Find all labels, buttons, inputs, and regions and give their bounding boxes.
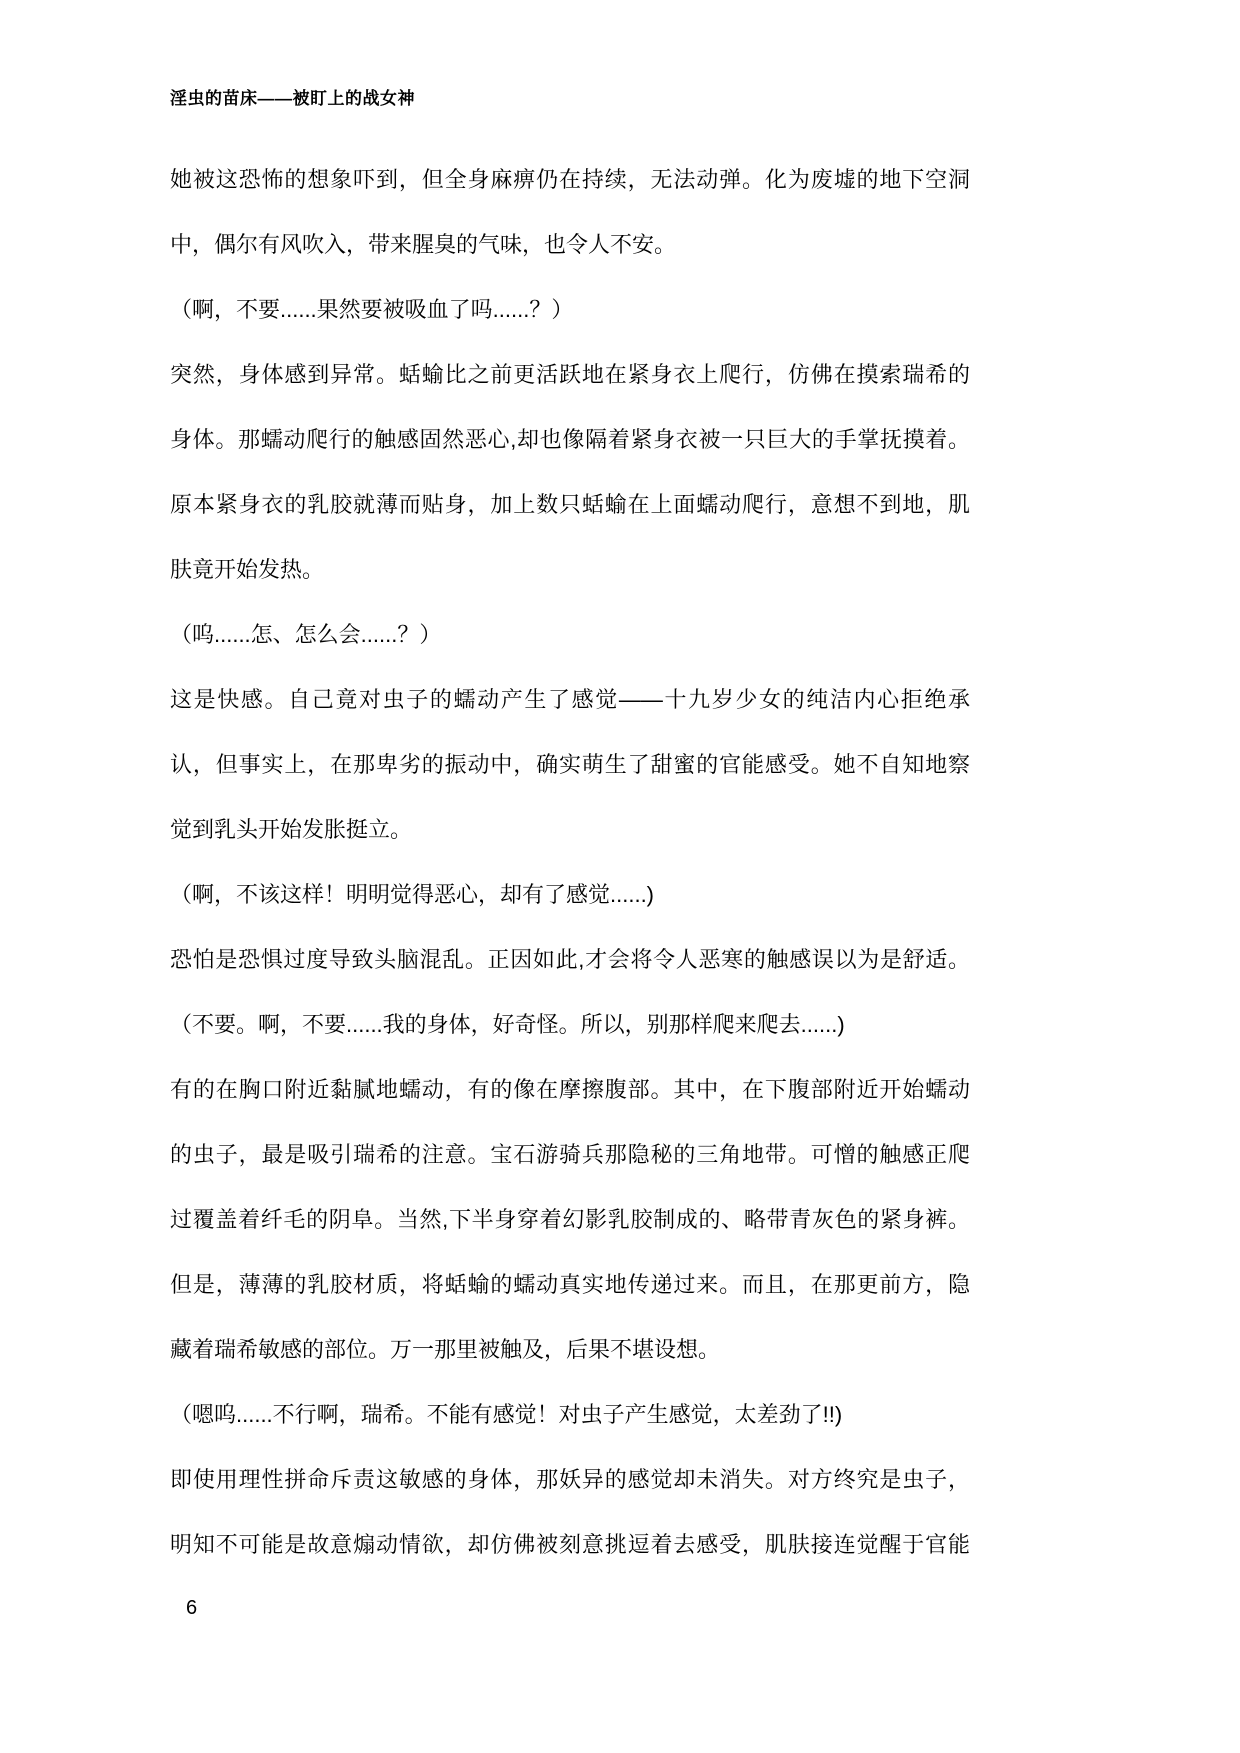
- text-line: 的虫子，最是吸引瑞希的注意。宝石游骑兵那隐秘的三角地带。可憎的触感正爬: [170, 1142, 970, 1167]
- text-line: （呜......怎、怎么会......？）: [170, 622, 442, 647]
- text-line: 有的在胸口附近黏腻地蠕动，有的像在摩擦腹部。其中，在下腹部附近开始蠕动: [170, 1077, 970, 1102]
- body-text: [170, 147, 970, 1577]
- text-line: 突然，身体感到异常。蛞蝓比之前更活跃地在紧身衣上爬行，仿佛在摸索瑞希的: [170, 362, 970, 387]
- text-line: 中，偶尔有风吹入，带来腥臭的气味，也令人不安。: [170, 232, 677, 257]
- page-number: 6: [186, 1597, 198, 1619]
- text-line: 觉到乳头开始发胀挺立。: [170, 817, 413, 842]
- text-line: （啊，不要......果然要被吸血了吗......？）: [170, 297, 574, 322]
- text-line: 肤竟开始发热。: [170, 557, 325, 582]
- text-line: 即使用理性拼命斥责这敏感的身体，那妖异的感觉却未消失。对方终究是虫子，: [170, 1467, 970, 1492]
- text-line: 过覆盖着纤毛的阴阜。当然,下半身穿着幻影乳胶制成的、略带青灰色的紧身裤。: [170, 1207, 970, 1232]
- text-line: （嗯呜......不行啊，瑞希。不能有感觉！对虫子产生感觉，太差劲了!!): [170, 1402, 843, 1427]
- document-header-title: 淫虫的苗床——被盯上的战女神: [170, 89, 415, 108]
- text-line: 这是快感。自己竟对虫子的蠕动产生了感觉——十九岁少女的纯洁内心拒绝承: [170, 687, 970, 712]
- text-line: 身体。那蠕动爬行的触感固然恶心,却也像隔着紧身衣被一只巨大的手掌抚摸着。: [170, 427, 970, 452]
- text-line: 藏着瑞希敏感的部位。万一那里被触及，后果不堪设想。: [170, 1337, 721, 1362]
- text-line: 明知不可能是故意煽动情欲，却仿佛被刻意挑逗着去感受，肌肤接连觉醒于官能: [170, 1532, 970, 1557]
- text-line: （啊，不该这样！明明觉得恶心，却有了感觉......): [170, 882, 655, 907]
- text-line: 恐怕是恐惧过度导致头脑混乱。正因如此,才会将令人恶寒的触感误以为是舒适。: [170, 947, 970, 972]
- text-line: 但是，薄薄的乳胶材质，将蛞蝓的蠕动真实地传递过来。而且，在那更前方，隐: [170, 1272, 970, 1297]
- text-line: （不要。啊，不要......我的身体，好奇怪。所以，别那样爬来爬去......): [170, 1012, 845, 1037]
- text-line: 原本紧身衣的乳胶就薄而贴身，加上数只蛞蝓在上面蠕动爬行，意想不到地，肌: [170, 492, 970, 517]
- text-line: 她被这恐怖的想象吓到，但全身麻痹仍在持续，无法动弹。化为废墟的地下空洞: [170, 167, 970, 192]
- text-line: 认，但事实上，在那卑劣的振动中，确实萌生了甜蜜的官能感受。她不自知地察: [170, 752, 970, 777]
